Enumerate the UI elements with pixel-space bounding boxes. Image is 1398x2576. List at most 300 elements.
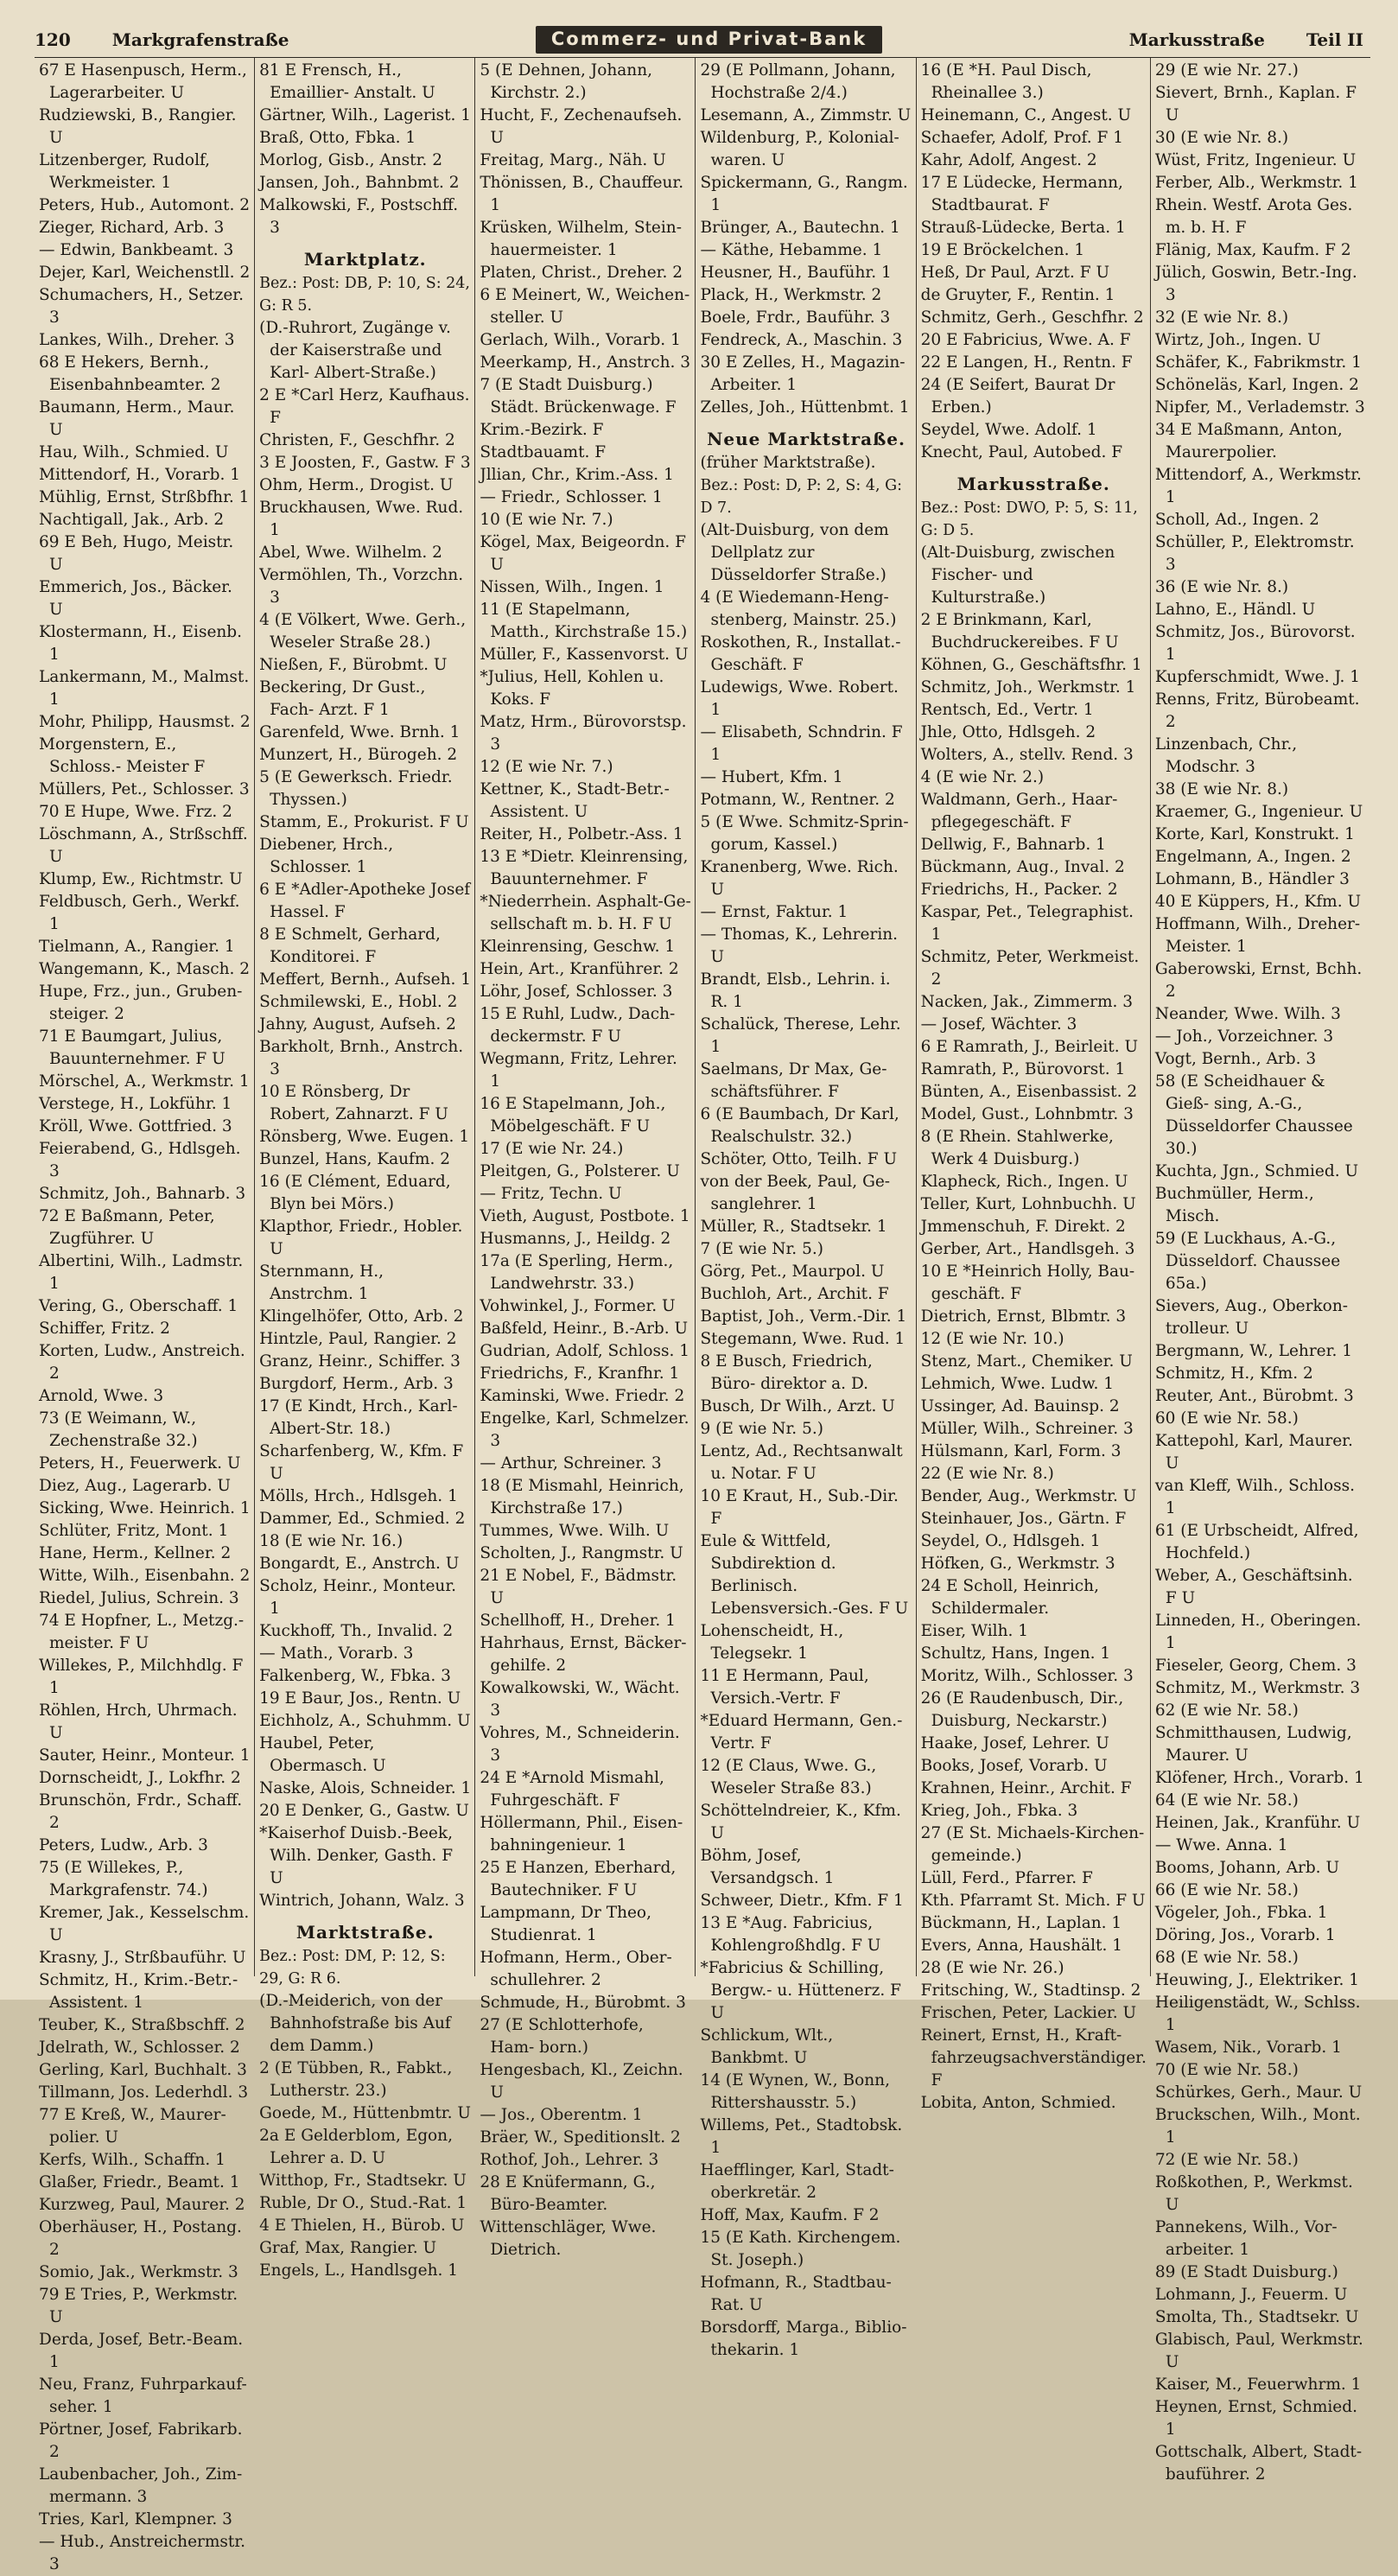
directory-entry: Schalück, Therese, Lehr. 1 (700, 1015, 901, 1056)
directory-entry: 2 E *Carl Herz, Kaufhaus. F (259, 386, 470, 427)
directory-entry: Kettner, K., Stadt-Betr.- Assistent. U (480, 780, 670, 821)
directory-entry: Roßkothen, P., Werkmst. U (1154, 2173, 1353, 2214)
directory-entry: 27 (E Schlotterhofe, Ham- born.) (480, 2016, 644, 2057)
directory-entry: 12 (E wie Nr. 10.) (920, 1330, 1064, 1348)
page-header (35, 22, 1363, 57)
directory-entry: Rönsberg, Wwe. Eugen. 1 (259, 1128, 470, 1146)
directory-entry: 71 E Baumgart, Julius, Bauunternehmer. F U (39, 1027, 226, 1068)
directory-entry: 17 (E Kindt, Hrch., Karl- Albert-Str. 18.) (259, 1397, 458, 1438)
directory-entry: Roskothen, R., Installat.- Geschäft. F (700, 633, 901, 674)
directory-entry: Zelles, Joh., Hüttenbmt. 1 (700, 398, 910, 417)
directory-entry: Plack, H., Werkmstr. 2 (700, 286, 882, 304)
directory-entry: Weber, A., Geschäftsinh. F U (1154, 1567, 1353, 1607)
directory-entry: 21 E Nobel, F., Bädmstr. U (480, 1567, 677, 1607)
directory-entry: Mühlig, Ernst, Strßbfhr. 1 (39, 488, 250, 506)
directory-entry: Eiser, Wilh. 1 (920, 1622, 1029, 1640)
directory-entry: 6 E Ramrath, J., Beirleit. U (920, 1038, 1139, 1056)
directory-entry: 36 (E wie Nr. 8.) (1154, 578, 1289, 596)
directory-entry: 28 (E wie Nr. 26.) (920, 1959, 1064, 1977)
directory-entry: 4 E Thielen, H., Bürob. U (259, 2217, 465, 2235)
directory-entry: Lankermann, M., Malmst. 1 (39, 668, 250, 709)
directory-entry: 32 (E wie Nr. 8.) (1154, 308, 1289, 327)
column-4 (695, 58, 915, 2359)
directory-entry: 75 (E Willekes, P., Markgrafenstr. 74.) (39, 1859, 208, 1899)
directory-entry: Booms, Johann, Arb. U (1154, 1859, 1340, 1877)
directory-entry: 28 E Knüfermann, G., Büro-Beamter. (480, 2173, 656, 2214)
directory-entry: 70 E Hupe, Wwe. Frz. 2 (39, 803, 232, 821)
directory-entry: 29 (E wie Nr. 27.) (1154, 61, 1299, 80)
directory-entry: Busch, Dr Wilh., Arzt. U (700, 1397, 895, 1415)
street-heading: Markusstraße. (956, 474, 1110, 494)
directory-entry: Lentz, Ad., Rechtsanwalt u. Notar. F U (700, 1442, 903, 1483)
directory-entry: Böhm, Josef, Versandgsch. 1 (700, 1847, 835, 1887)
directory-entry: Kaiser, M., Feuerwhrm. 1 (1154, 2376, 1362, 2394)
directory-entry: Kaminski, Wwe. Friedr. 2 (480, 1387, 685, 1405)
directory-entry: 15 E Ruhl, Ludw., Dach- deckermstr. F U (480, 1005, 676, 1046)
directory-entry: Vohres, M., Schneiderin. 3 (480, 1724, 680, 1765)
directory-entry: Knecht, Paul, Autobed. F (920, 443, 1123, 461)
directory-entry: Hengesbach, Kl., Zeichn. U (480, 2061, 683, 2102)
directory-entry: Haefflinger, Karl, Stadt- oberkretär. 2 (700, 2161, 894, 2202)
directory-entry: Lampmann, Dr Theo, Studienrat. 1 (480, 1904, 651, 1944)
directory-entry: Heinen, Jak., Kranführ. U (1154, 1814, 1361, 1832)
directory-entry: 25 E Hanzen, Eberhard, Bautechniker. F U (480, 1859, 677, 1899)
directory-entry: Reiter, H., Polbetr.-Ass. 1 (480, 825, 683, 843)
directory-entry: 26 (E Raudenbusch, Dir., Duisburg, Neckarstr.) (920, 1689, 1124, 1730)
directory-entry: Willekes, P., Milchhdlg. F 1 (39, 1657, 244, 1697)
directory-entry: Teller, Kurt, Lohnbuchh. U (920, 1195, 1136, 1213)
directory-entry: Brunschön, Frdr., Schaff. 2 (39, 1791, 243, 1832)
directory-entry: Eule & Wittfeld, Subdirektion d. Berlinisch. Lebensversich.-Ges. F U (700, 1532, 909, 1618)
directory-entry: Engelke, Karl, Schmelzer. 3 (480, 1409, 689, 1450)
directory-entry: 6 E *Adler-Apotheke Josef Hassel. F (259, 881, 471, 921)
directory-entry: Eichholz, A., Schuhmm. U (259, 1712, 471, 1730)
directory-entry: 73 (E Weimann, W., Zechenstraße 32.) (39, 1409, 198, 1450)
directory-entry: Scholz, Heinr., Monteur. 1 (259, 1577, 457, 1618)
directory-entry: Engels, L., Handlsgeh. 1 (259, 2261, 459, 2280)
directory-entry: Wangemann, K., Masch. 2 (39, 960, 251, 978)
directory-entry: 30 (E wie Nr. 8.) (1154, 129, 1289, 147)
directory-entry: Schüller, P., Elektromstr. 3 (1154, 533, 1355, 574)
directory-entry: Heynen, Ernst, Schmied. 1 (1154, 2398, 1357, 2439)
directory-entry: Witthop, Fr., Stadtsekr. U (259, 2172, 467, 2190)
directory-entry: Rothof, Joh., Lehrer. 3 (480, 2151, 659, 2169)
directory-entry: Krieg, Joh., Fbka. 3 (920, 1802, 1078, 1820)
directory-entry: 62 (E wie Nr. 58.) (1154, 1701, 1299, 1720)
directory-entry: Peters, Hub., Automont. 2 (39, 196, 250, 214)
directory-entry: Sicking, Wwe. Heinrich. 1 (39, 1499, 251, 1517)
directory-entry: Döring, Jos., Vorarb. 1 (1154, 1926, 1336, 1944)
directory-entry: 19 E Bröckelchen. 1 (920, 241, 1085, 259)
directory-entry: Kremer, Jak., Kesselschm. U (39, 1904, 250, 1944)
directory-entry: Hau, Wilh., Schmied. U (39, 443, 229, 461)
directory-entry: Schmitthausen, Ludwig, Maurer. U (1154, 1724, 1352, 1765)
directory-entry: — Wwe. Anna. 1 (1154, 1836, 1288, 1854)
directory-entry: 4 (E wie Nr. 2.) (920, 768, 1045, 786)
directory-entry: Braß, Otto, Fbka. 1 (259, 129, 416, 147)
left-street-header: Markgrafenstraße (111, 29, 289, 50)
directory-entry: Schmitz, Joh., Bahnarb. 3 (39, 1185, 246, 1203)
directory-entry: Seydel, Wwe. Adolf. 1 (920, 421, 1097, 439)
directory-entry: Kurzweg, Paul, Maurer. 2 (39, 2196, 245, 2214)
directory-entry: Strauß-Lüdecke, Berta. 1 (920, 219, 1126, 237)
directory-entry: 18 (E wie Nr. 16.) (259, 1532, 404, 1550)
directory-entry: Glaßer, Friedr., Beamt. 1 (39, 2173, 240, 2191)
directory-entry: Schmitz, H., Kfm. 2 (1154, 1364, 1313, 1383)
directory-entry: Hucht, F., Zechenaufseh. U (480, 106, 683, 147)
directory-entry: Renns, Fritz, Bürobeamt. 2 (1154, 690, 1360, 731)
directory-entry: Christen, F., Geschfhr. 2 (259, 431, 455, 449)
directory-entry: — Math., Vorarb. 3 (259, 1644, 414, 1663)
directory-entry: Schöneläs, Karl, Ingen. 2 (1154, 376, 1359, 394)
directory-entry: 38 (E wie Nr. 8.) (1154, 780, 1289, 798)
directory-entry: 29 (E Pollmann, Johann, Hochstraße 2/4.) (700, 61, 896, 102)
directory-entry: Kögel, Max, Beigeordn. F U (480, 533, 686, 574)
directory-entry: Bruckschen, Wilh., Mont. 1 (1154, 2106, 1361, 2147)
directory-entry: Sternmann, H., Anstrchm. 1 (259, 1263, 384, 1303)
directory-entry: 24 E Scholl, Heinrich, Schildermaler. (920, 1577, 1099, 1618)
directory-entry: Model, Gust., Lohnbmtr. 3 (920, 1105, 1134, 1123)
directory-entry: Nacken, Jak., Zimmerm. 3 (920, 993, 1134, 1011)
directory-entry: Klapthor, Friedr., Hobler. U (259, 1218, 463, 1258)
directory-entry: Neu, Franz, Fuhrparkauf- seher. 1 (39, 2376, 247, 2416)
directory-entry: Ussinger, Ad. Bauinsp. 2 (920, 1397, 1120, 1415)
directory-entry: Vering, G., Oberschaff. 1 (39, 1297, 238, 1315)
directory-entry: Kraemer, G., Ingenieur. U (1154, 803, 1363, 821)
directory-entry: Vögeler, Joh., Fbka. 1 (1154, 1904, 1328, 1922)
directory-entry: Ruble, Dr O., Stud.-Rat. 1 (259, 2194, 467, 2212)
directory-entry: Ludewigs, Wwe. Robert. 1 (700, 678, 899, 719)
directory-entry: Kahr, Adolf, Angest. 2 (920, 151, 1097, 169)
directory-entry: 70 (E wie Nr. 58.) (1154, 2061, 1299, 2079)
directory-entry: Teuber, K., Straßbschff. 2 (39, 2016, 245, 2034)
directory-entry: Dejer, Karl, Weichenstll. 2 (39, 264, 251, 282)
directory-entry: Vohwinkel, J., Former. U (480, 1297, 676, 1315)
directory-entry: Sievert, Brnh., Kaplan. F U (1154, 84, 1357, 124)
directory-entry: Jmmenschuh, F. Direkt. 2 (920, 1218, 1126, 1236)
directory-entry: Höfken, G., Werkmstr. 3 (920, 1555, 1115, 1573)
directory-entry: Engelmann, A., Ingen. 2 (1154, 848, 1351, 866)
directory-entry: Lohenscheidt, H., Telegsekr. 1 (700, 1622, 844, 1663)
directory-entry: Dietrich, Ernst, Blbmtr. 3 (920, 1307, 1127, 1326)
directory-entry: Abel, Wwe. Wilhelm. 2 (259, 544, 442, 562)
directory-entry: Waldmann, Gerh., Haar- pflegegeschäft. F (920, 791, 1118, 831)
directory-entry: Vermöhlen, Th., Vorzchn. 3 (259, 566, 464, 607)
directory-entry: Schäfer, K., Fabrikmstr. 1 (1154, 353, 1362, 372)
directory-entry: 12 (E wie Nr. 7.) (480, 758, 613, 776)
directory-entry: Frischen, Peter, Lackier. U (920, 2004, 1137, 2022)
directory-part: Teil II (1306, 29, 1363, 50)
directory-entry: 2 E Brinkmann, Karl, Buchdruckereibes. F U (920, 611, 1119, 652)
directory-entry: Müllers, Pet., Schlosser. 3 (39, 780, 250, 798)
directory-entry: Kth. Pfarramt St. Mich. F U (920, 1892, 1146, 1910)
directory-entry: Hupe, Frz., jun., Gruben- steiger. 2 (39, 983, 243, 1023)
directory-entry: 77 E Kreß, W., Maurer- polier. U (39, 2106, 226, 2147)
directory-entry: Sievers, Aug., Oberkon- trolleur. U (1154, 1297, 1348, 1338)
directory-entry: 22 E Langen, H., Rentn. F (920, 353, 1133, 372)
directory-entry: Rhein. Westf. Arota Ges. m. b. H. F (1154, 196, 1353, 237)
directory-entry: Friedrichs, F., Kranfhr. 1 (480, 1364, 680, 1383)
directory-entry: Klump, Ew., Richtmstr. U (39, 870, 243, 888)
directory-entry: Scholten, J., Rangmstr. U (480, 1544, 683, 1562)
directory-entry: — Hubert, Kfm. 1 (700, 768, 843, 786)
directory-entry: Nießen, F., Bürobmt. U (259, 656, 448, 674)
district-info: Bez.: Post: DB, P: 10, S: 24, G: R 5. (259, 275, 470, 315)
directory-entry: Lobita, Anton, Schmied. (920, 2094, 1116, 2112)
directory-entry: Krüsken, Wilhelm, Stein- hauermeister. 1 (480, 219, 682, 259)
directory-entry: *Fabricius & Schilling, Bergw.- u. Hüttenerz. F U (700, 1959, 901, 2022)
directory-entry: Krim.-Bezirk. F (480, 421, 604, 439)
directory-entry: Oberhäuser, H., Postang. 2 (39, 2218, 242, 2259)
directory-entry: Hoffmann, Wilh., Dreher- Meister. 1 (1154, 915, 1361, 956)
directory-entry: Saelmans, Dr Max, Ge- schäftsführer. F (700, 1060, 887, 1101)
directory-entry: Ferber, Alb., Werkmstr. 1 (1154, 174, 1358, 192)
directory-entry: Krahnen, Heinr., Archit. F (920, 1779, 1132, 1797)
directory-entry: 17a (E Sperling, Herm., Landwehrstr. 33.) (480, 1252, 674, 1293)
directory-entry: 10 E Rönsberg, Dr Robert, Zahnarzt. F U (259, 1083, 448, 1123)
directory-entry: Schmitz, M., Werkmstr. 3 (1154, 1679, 1361, 1697)
directory-entry: Fendreck, A., Maschin. 3 (700, 331, 903, 349)
directory-entry: Mörschel, A., Werkmstr. 1 (39, 1072, 250, 1091)
directory-entry: 18 (E Mismahl, Heinrich, Kirchstraße 17.) (480, 1477, 684, 1517)
directory-entry: 2a E Gelderblom, Egon, Lehrer a. D. U (259, 2127, 453, 2167)
directory-entry: 19 E Baur, Jos., Rentn. U (259, 1689, 461, 1708)
directory-entry: Linzenbach, Chr., Modschr. 3 (1154, 735, 1298, 776)
directory-entry: Klapheck, Rich., Ingen. U (920, 1173, 1128, 1191)
directory-entry: Gärtner, Wilh., Lagerist. 1 (259, 106, 472, 124)
directory-entry: Matz, Hrm., Bürovorstsp. 3 (480, 713, 687, 754)
directory-entry: 4 (E Völkert, Wwe. Gerh., Weseler Straße 28.) (259, 611, 467, 652)
directory-entry: — Josef, Wächter. 3 (920, 1015, 1077, 1034)
district-info: Bez.: Post: DWO, P: 5, S: 11, G: D 5. (920, 499, 1138, 539)
directory-entry: Feldbusch, Gerh., Werkf. 1 (39, 893, 240, 933)
directory-entry: Hein, Art., Kranführer. 2 (480, 960, 679, 978)
directory-entry: 16 (E Clément, Eduard, Blyn bei Mörs.) (259, 1173, 451, 1213)
directory-entry: Mohr, Philipp, Hausmst. 2 (39, 713, 251, 731)
directory-entry: Löschmann, A., Strßschff. U (39, 825, 248, 866)
directory-entry: — Friedr., Schlosser. 1 (480, 488, 663, 506)
directory-entry: Platen, Christ., Dreher. 2 (480, 264, 683, 282)
directory-entry: Borsdorff, Marga., Biblio- thekarin. 1 (700, 2318, 907, 2359)
directory-entry: 64 (E wie Nr. 58.) (1154, 1791, 1299, 1810)
directory-entry: 20 E Fabricius, Wwe. A. F (920, 331, 1131, 349)
directory-entry: Höllermann, Phil., Eisen- bahningenieur. 1 (480, 1814, 683, 1854)
directory-entry: Dammer, Ed., Schmied. 2 (259, 1510, 466, 1528)
directory-entry: Neander, Wwe. Wilh. 3 (1154, 1005, 1341, 1023)
directory-entry: Gerling, Karl, Buchhalt. 3 (39, 2061, 247, 2079)
directory-entry: Diez, Aug., Lagerarb. U (39, 1477, 231, 1495)
directory-entry: 24 E *Arnold Mismahl, Fuhrgeschäft. F (480, 1769, 664, 1810)
street-heading: Marktstraße. (295, 1922, 435, 1943)
directory-entry: 4 (E Wiedemann-Heng- stenberg, Mainstr. 25.) (700, 588, 897, 629)
directory-entry: Heß, Dr Paul, Arzt. F U (920, 264, 1110, 282)
directory-entry: Vieth, August, Postbote. 1 (480, 1207, 690, 1225)
directory-entry: Wildenburg, P., Kolonial- waren. U (700, 129, 899, 169)
directory-entry: Kuckhoff, Th., Invalid. 2 (259, 1622, 454, 1640)
directory-entry: Goede, M., Hüttenbmtr. U (259, 2104, 471, 2122)
directory-entry: Meerkamp, H., Anstrch. 3 (480, 353, 691, 372)
directory-entry: Wolters, A., stellv. Rend. 3 (920, 746, 1134, 764)
directory-entry: Beckering, Dr Gust., Fach- Arzt. F 1 (259, 678, 426, 719)
column-6 (1150, 58, 1370, 2484)
bank-banner: Commerz- und Privat-Bank (536, 26, 882, 54)
directory-entry: Graf, Max, Rangier. U (259, 2239, 437, 2257)
directory-entry: Tummes, Wwe. Wilh. U (480, 1522, 670, 1540)
directory-entry: Schmitz, Gerh., Geschfhr. 2 (920, 308, 1144, 327)
directory-entry: Riedel, Julius, Schrein. 3 (39, 1589, 239, 1607)
directory-entry: 8 E Schmelt, Gerhard, Konditorei. F (259, 925, 441, 966)
directory-entry: Burgdorf, Herm., Arb. 3 (259, 1375, 454, 1393)
directory-entry: Nachtigall, Jak., Arb. 2 (39, 511, 225, 529)
directory-entry: — Arthur, Schreiner. 3 (480, 1454, 662, 1472)
directory-entry: Hintzle, Paul, Rangier. 2 (259, 1330, 457, 1348)
directory-entry: Bruckhausen, Wwe. Rud. 1 (259, 499, 464, 539)
directory-entry: Heuwing, J., Elektriker. 1 (1154, 1971, 1360, 1989)
directory-entry: 68 (E wie Nr. 58.) (1154, 1949, 1299, 1967)
directory-entry: Willems, Pet., Stadtobsk. 1 (700, 2116, 903, 2157)
directory-entry: Mölls, Hrch., Hdlsgeh. 1 (259, 1487, 458, 1505)
directory-entry: Kröll, Wwe. Gottfried. 3 (39, 1117, 232, 1135)
directory-entry: Schöttelndreier, K., Kfm. U (700, 1802, 901, 1842)
directory-entry: Haubel, Peter, Obermasch. U (259, 1734, 386, 1775)
directory-entry: 68 E Hekers, Bernh., Eisenbahnbeamter. 2 (39, 353, 221, 394)
right-street-header: Markusstraße (1128, 29, 1265, 50)
directory-entry: Wasem, Nik., Vorarb. 1 (1154, 2039, 1342, 2057)
directory-entry: Bräer, W., Speditionslt. 2 (480, 2128, 681, 2147)
directory-entry: Derda, Josef, Betr.-Beam. 1 (39, 2331, 244, 2371)
directory-entry: 8 E Busch, Friedrich, Büro- direktor a. D. (700, 1352, 873, 1393)
directory-entry: Potmann, W., Rentner. 2 (700, 791, 895, 809)
directory-entry: 81 E Frensch, H., Emaillier- Anstalt. U (259, 61, 435, 102)
directory-entry: Hülsmann, Karl, Form. 3 (920, 1442, 1122, 1460)
directory-entry: Köhnen, G., Geschäftsfhr. 1 (920, 656, 1142, 674)
directory-entry: Hofmann, Herm., Ober- schullehrer. 2 (480, 1949, 672, 1989)
directory-entry: Wintrich, Johann, Walz. 3 (259, 1892, 465, 1910)
directory-entry: Kuchta, Jgn., Schmied. U (1154, 1162, 1359, 1180)
directory-entry: Granz, Heinr., Schiffer. 3 (259, 1352, 461, 1371)
directory-entry: 10 E Kraut, H., Sub.-Dir. F (700, 1487, 899, 1528)
directory-entry: Pleitgen, G., Polsterer. U (480, 1162, 680, 1180)
directory-entry: 27 (E St. Michaels-Kirchen- gemeinde.) (920, 1824, 1145, 1865)
directory-entry: 2 (E Tübben, R., Fabkt., Lutherstr. 23.) (259, 2059, 453, 2100)
directory-entry: Somio, Jak., Werkmstr. 3 (39, 2263, 238, 2281)
directory-entry: Baumann, Herm., Maur. U (39, 398, 235, 439)
directory-entry: 59 (E Luckhaus, A.-G., Düsseldorf. Chaussee 65a.) (1154, 1230, 1341, 1293)
directory-entry: — Joh., Vorzeichner. 3 (1154, 1027, 1334, 1046)
directory-entry: Mittendorf, A., Werkmstr. 1 (1154, 466, 1362, 506)
directory-entry: Korten, Ludw., Anstreich. 2 (39, 1342, 245, 1383)
directory-entry: von der Beek, Paul, Ge- sanglehrer. 1 (700, 1173, 891, 1213)
directory-entry: Görg, Pet., Maurpol. U (700, 1263, 885, 1281)
directory-entry: Lahno, E., Händl. U (1154, 601, 1316, 619)
directory-entry: 3 E Joosten, F., Gastw. F 3 (259, 454, 471, 472)
directory-entry: 74 E Hopfner, L., Metzg.- meister. F U (39, 1612, 245, 1652)
directory-entry: Gudrian, Adolf, Schloss. 1 (480, 1342, 690, 1360)
directory-entry: Friedrichs, H., Packer. 2 (920, 881, 1118, 899)
directory-entry: Bongardt, E., Anstrch. U (259, 1555, 460, 1573)
directory-entry: Haake, Josef, Lehrer. U (920, 1734, 1109, 1752)
directory-entry: Lesemann, A., Zimmstr. U (700, 106, 912, 124)
directory-entry: Jllian, Chr., Krim.-Ass. 1 (480, 466, 674, 484)
directory-entry: Dellwig, F., Bahnarb. 1 (920, 836, 1106, 854)
directory-entry: Pörtner, Josef, Fabrikarb. 2 (39, 2420, 243, 2461)
directory-entry: 10 (E wie Nr. 7.) (480, 511, 613, 529)
directory-entry: Lohmann, J., Feuerm. U (1154, 2286, 1348, 2304)
directory-entry: 5 (E Gewerksch. Friedr. Thyssen.) (259, 768, 453, 809)
directory-entry: — Ernst, Faktur. 1 (700, 903, 848, 921)
directory-entry: Nipfer, M., Verlademstr. 3 (1154, 398, 1365, 417)
directory-entry: Wirtz, Joh., Ingen. U (1154, 331, 1321, 349)
directory-entry: Wegmann, Fritz, Lehrer. 1 (480, 1050, 677, 1091)
directory-entry: *Eduard Hermann, Gen.- Vertr. F (700, 1712, 903, 1752)
directory-entry: Klingelhöfer, Otto, Arb. 2 (259, 1307, 464, 1326)
directory-entry: Schmitz, H., Krim.-Betr.- Assistent. 1 (39, 1971, 238, 2012)
directory-entry: Verstege, H., Lokführ. 1 (39, 1095, 232, 1113)
directory-entry: Kowalkowski, W., Wächt. 3 (480, 1679, 680, 1720)
directory-entry: Bender, Aug., Werkmstr. U (920, 1487, 1137, 1505)
directory-entry: (D.-Meiderich, von der Bahnhofstraße bis Auf dem Damm.) (259, 1992, 451, 2055)
directory-entry: Naske, Alois, Schneider. 1 (259, 1779, 472, 1797)
directory-entry: Schmilewski, E., Hobl. 2 (259, 993, 458, 1011)
directory-entry: Jdelrath, W., Schlosser. 2 (39, 2039, 240, 2057)
directory-entry: 9 (E wie Nr. 5.) (700, 1420, 823, 1438)
directory-entry: Kerfs, Wilh., Schaffn. 1 (39, 2151, 226, 2169)
directory-entry: Schweer, Dietr., Kfm. F 1 (700, 1892, 904, 1910)
directory-entry: 16 (E *H. Paul Disch, Rheinallee 3.) (920, 61, 1092, 102)
directory-entry: 16 E Stapelmann, Joh., Möbelgeschäft. F U (480, 1095, 666, 1135)
directory-entry: Boele, Frdr., Bauführ. 3 (700, 308, 891, 327)
directory-entry: Flänig, Max, Kaufm. F 2 (1154, 241, 1351, 259)
street-heading: Marktplatz. (303, 249, 427, 270)
directory-entry: 13 E *Aug. Fabricius, Kohlengroßhdlg. F U (700, 1914, 881, 1955)
directory-entry: Dornscheidt, J., Lokfhr. 2 (39, 1769, 241, 1787)
directory-entry: 22 (E wie Nr. 8.) (920, 1465, 1054, 1483)
directory-entry: Diebener, Hrch., Schlosser. 1 (259, 836, 394, 876)
directory-entry: Löhr, Josef, Schlosser. 3 (480, 983, 673, 1001)
directory-entry: — Edwin, Bankbeamt. 3 (39, 241, 234, 259)
directory-entry: Ramrath, P., Bürovorst. 1 (920, 1060, 1126, 1078)
directory-entry: Peters, Ludw., Arb. 3 (39, 1836, 208, 1854)
directory-entry: Müller, R., Stadtsekr. 1 (700, 1218, 887, 1236)
directory-entry: Schlickum, Wlt., Bankbmt. U (700, 2026, 834, 2067)
directory-entry: 5 (E Wwe. Schmitz-Sprin- gorum, Kassel.) (700, 813, 909, 854)
directory-entry: Tries, Karl, Klempner. 3 (39, 2510, 232, 2528)
directory-entry: 69 E Beh, Hugo, Meistr. U (39, 533, 234, 574)
directory-entry: Steinhauer, Jos., Gärtn. F (920, 1510, 1127, 1528)
directory-entry: 72 (E wie Nr. 58.) (1154, 2151, 1299, 2169)
directory-entry: — Jos., Oberentm. 1 (480, 2106, 643, 2124)
directory-entry: Evers, Anna, Haushält. 1 (920, 1937, 1123, 1955)
directory-entry: Falkenberg, W., Fbka. 3 (259, 1667, 451, 1685)
directory-entry: Schürkes, Gerh., Maur. U (1154, 2083, 1363, 2102)
directory-entry: Wüst, Fritz, Ingenieur. U (1154, 151, 1357, 169)
directory-entry: Heusner, H., Bauführ. 1 (700, 264, 892, 282)
directory-entry: Kaspar, Pet., Telegraphist. 1 (920, 903, 1134, 944)
directory-entry: Hoff, Max, Kaufm. F 2 (700, 2206, 880, 2224)
directory-entry: Albertini, Wilh., Ladmstr. 1 (39, 1252, 244, 1293)
directory-entry: *Julius, Hell, Kohlen u. Koks. F (480, 668, 664, 709)
directory-entry: Moritz, Wilh., Schlosser. 3 (920, 1667, 1134, 1685)
directory-entry: — Thomas, K., Lehrerin. U (700, 925, 899, 966)
directory-entry: Schumachers, H., Setzer. 3 (39, 286, 244, 327)
directory-entry: Lehmich, Wwe. Ludw. 1 (920, 1375, 1115, 1393)
directory-entry: Arnold, Wwe. 3 (39, 1387, 164, 1405)
directory-entry: Pannekens, Wilh., Vor- arbeiter. 1 (1154, 2218, 1338, 2259)
directory-entry: Gottschalk, Albert, Stadt- bauführer. 2 (1154, 2443, 1363, 2484)
directory-entry: Stamm, E., Prokurist. F U (259, 813, 469, 831)
directory-entry: Schiffer, Fritz. 2 (39, 1320, 170, 1338)
directory-entry: Sauter, Heinr., Monteur. 1 (39, 1746, 251, 1765)
